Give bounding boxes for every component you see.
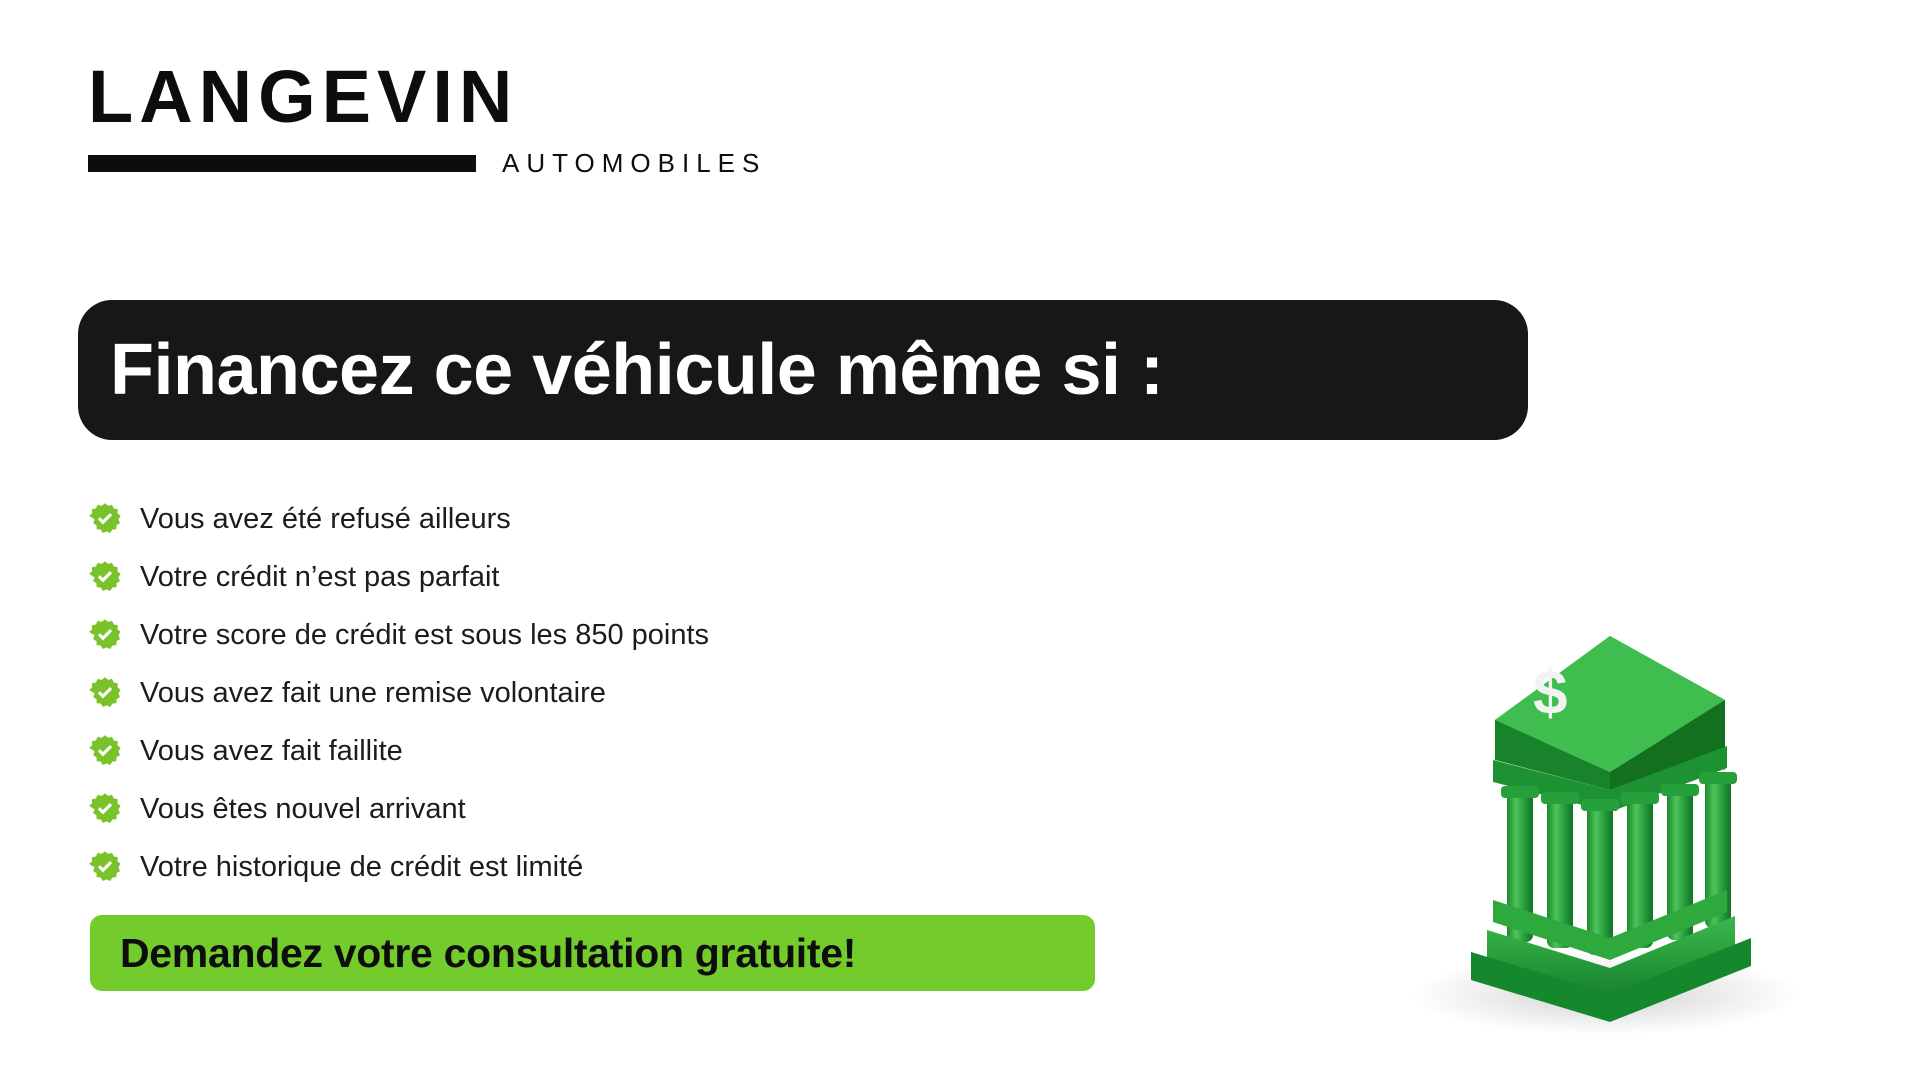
benefit-label: Votre score de crédit est sous les 850 points: [140, 618, 710, 651]
list-item: [88, 838, 988, 896]
brand-logo: [88, 55, 788, 179]
benefit-label: Votre historique de crédit est limité: [140, 850, 584, 883]
benefit-label: Vous avez été refusé ailleurs: [140, 502, 511, 535]
check-circle-icon: [88, 676, 122, 710]
check-circle-icon: [88, 560, 122, 594]
list-item: [88, 548, 988, 606]
benefit-label: Vous avez fait faillite: [140, 734, 403, 767]
headline-text: Financez ce véhicule même si :: [110, 330, 1164, 410]
check-circle-icon: [88, 850, 122, 884]
benefits-list: [88, 490, 988, 896]
list-item: [88, 722, 988, 780]
free-consultation-label: Demandez votre consultation gratuite!: [120, 929, 857, 976]
list-item: [88, 664, 988, 722]
list-item: [88, 780, 988, 838]
bank-building-icon: [1375, 600, 1825, 1040]
logo-rule: [88, 155, 476, 172]
headline-banner: [78, 300, 1528, 440]
brand-subtitle-row: [88, 148, 778, 179]
free-consultation-button[interactable]: [90, 915, 1095, 991]
check-circle-icon: [88, 734, 122, 768]
check-circle-icon: [88, 792, 122, 826]
list-item: [88, 606, 988, 664]
benefit-label: Votre crédit n’est pas parfait: [140, 560, 500, 593]
check-circle-icon: [88, 618, 122, 652]
benefit-label: Vous avez fait une remise volontaire: [140, 676, 606, 709]
list-item: [88, 490, 988, 548]
brand-subtitle: AUTOMOBILES: [502, 148, 767, 178]
benefit-label: Vous êtes nouvel arrivant: [140, 792, 466, 825]
check-circle-icon: [88, 502, 122, 536]
brand-name: LANGEVIN: [88, 55, 519, 138]
svg-text:$: $: [1533, 659, 1568, 728]
